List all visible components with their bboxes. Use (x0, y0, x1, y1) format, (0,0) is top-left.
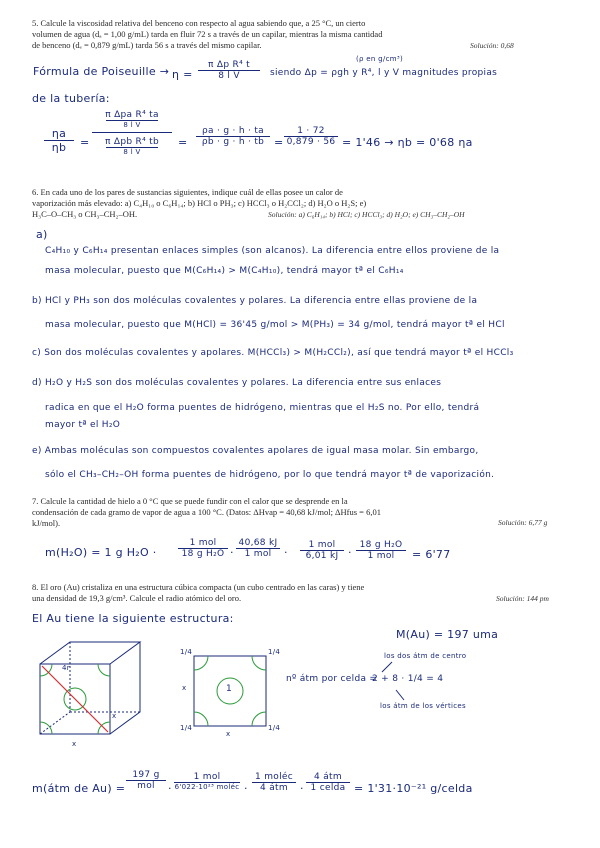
p8-atoms-expr: 2 + 8 · 1/4 = 4 (372, 674, 444, 684)
p7-solution: Solución: 6,77 g (498, 518, 548, 527)
p6-d-line-2: radica en que el H₂O forma puentes de hidrógeno, mientras que el H₂S no. Por ello, tendrá (45, 403, 480, 413)
p6-a-line-2: masa molecular, puesto que M(C₆H₁₄) > M(C₄H₁₀), tendrá mayor tª el C₆H₁₄ (45, 266, 404, 276)
arrow-icon (392, 688, 412, 702)
p5-statement-line-1: 5. Calcule la viscosidad relativa del benceno con respecto al agua sabiendo que, a 25 °C, un cierto (32, 18, 366, 28)
p5-solution: Solución: 0,68 (470, 41, 514, 50)
arrow-icon (378, 660, 398, 674)
p7-calc-lhs: m(H₂O) = 1 g H₂O · (45, 546, 157, 559)
p8-face-corner-tl: 1/4 (180, 648, 193, 656)
p5-ratio-b-den: 8 l V (106, 147, 158, 156)
p8-cube-label-x-bottom: x (72, 740, 77, 748)
p5-result: = 1'46 → ηb = 0'68 ηa (342, 136, 473, 149)
p7-f3-den: 6,01 kJ (300, 550, 344, 561)
p5-statement-line-2: volumen de agua (dₐ = 1,00 g/mL) tarda en fluir 72 s a través de un capilar, mientras la misma cantidad (32, 29, 383, 39)
p7-calc-result: = 6'77 (412, 548, 451, 561)
p8-m2-den: 6'022·10²³ moléc (174, 783, 240, 791)
p6-e-line-2: sólo el CH₃–CH₂–OH forma puentes de hidrógeno, por lo que tendrá mayor tª de vaporización. (45, 470, 495, 480)
p8-mass-result: = 1'31·10⁻²¹ g/celda (354, 782, 473, 795)
p8-face-corner-tr: 1/4 (268, 648, 281, 656)
p8-statement-line-1: 8. El oro (Au) cristaliza en una estructura cúbica compacta (un cubo centrado en las caras) y tiene (32, 582, 365, 592)
p6-statement-line-1: 6. En cada uno de los pares de sustancias siguientes, indique cuál de ellas posee un calor de (32, 187, 343, 197)
p8-intro: El Au tiene la siguiente estructura: (32, 612, 234, 625)
p8-statement-line-2: una densidad de 19,3 g/cm³. Calcule el radio atómico del oro. (32, 593, 242, 603)
p6-d-line-1: d) H₂O y H₂S son dos moléculas covalentes y polares. La diferencia entre sus enlaces (32, 378, 442, 388)
p8-face-center: 1 (226, 684, 233, 694)
p5-siendo-note: (ρ en g/cm³) (356, 55, 403, 63)
p6-e-line-1: e) Ambas moléculas son compuestos covalentes apolares de igual masa molar. Sin embargo, (32, 446, 479, 456)
p7-f4-num: 18 g H₂O (359, 540, 403, 550)
p7-statement-line-1: 7. Calcule la cantidad de hielo a 0 °C que se puede fundir con el calor que se desprende en la (32, 496, 348, 506)
p6-statement-line-2: vaporización más elevado: a) C₄H₁₀ o C₆H₁₄; b) HCl o PH₃; c) HCCl₃ o H₂CCl₂; d) H₂O o H₂S; e) (32, 198, 367, 208)
p8-note-center: los dos átm de centro (384, 652, 467, 660)
p8-m1-den: mol (126, 780, 166, 791)
p8-m4-den: 1 celda (306, 782, 350, 793)
p5-ratio-step-num: ρa · g · h · ta (202, 126, 264, 136)
p5-formula-lhs: η = (172, 68, 193, 81)
p5-ratio-lhs-num: ηa (51, 127, 67, 140)
p5-formula-num: π Δp R⁴ t (208, 60, 250, 70)
p5-ratio-values-num: 1 · 72 (297, 126, 325, 136)
p8-molar-mass: M(Au) = 197 uma (396, 628, 499, 641)
p6-d-line-3: mayor tª el H₂O (45, 420, 121, 430)
p8-m4-num: 4 átm (314, 772, 342, 782)
p5-statement-line-3: de benceno (dₑ = 0,879 g/mL) tarda 56 s a través del mismo capilar. (32, 40, 262, 50)
p8-solution: Solución: 144 pm (496, 594, 549, 603)
p8-face-corner-br: 1/4 (268, 724, 281, 732)
p8-face-corner-bl: 1/4 (180, 724, 193, 732)
p8-atoms-label: nº átm por celda = (286, 674, 378, 684)
p5-ratio-b-num: π Δpb R⁴ tb (105, 137, 159, 147)
p8-cube-label-x-side: x (112, 712, 117, 720)
p6-b-line-2: masa molecular, puesto que M(HCl) = 36'45 g/mol > M(PH₃) = 34 g/mol, tendrá mayor tª el HCl (45, 320, 505, 330)
p5-ratio-values-den: 0,879 · 56 (284, 136, 338, 147)
p7-f2-den: 1 mol (236, 548, 280, 559)
p7-f3-num: 1 mol (308, 540, 336, 550)
p7-f1-den: 18 g H₂O (178, 548, 228, 559)
p8-face-label-x-bottom: x (226, 730, 231, 738)
p6-statement-line-3: H₃C–O–CH₃ o CH₃–CH₂–OH. (32, 209, 138, 219)
p5-siendo: siendo Δp = ρgh y R⁴, l y V magnitudes propias (270, 68, 498, 78)
p5-formula-den: 8 l V (198, 70, 260, 81)
p5-ratio-a-den: 8 l V (106, 120, 158, 129)
fcc-cube-diagram (30, 636, 150, 748)
p8-note-vertices: los átm de los vértices (380, 702, 466, 710)
p5-continuation: de la tubería: (32, 92, 110, 105)
p5-formula-label: Fórmula de Poiseuille → (33, 65, 170, 78)
p7-statement-line-3: kJ/mol). (32, 518, 61, 528)
p7-f1-num: 1 mol (189, 538, 217, 548)
p8-cube-label-r: 4r (62, 664, 70, 672)
p8-m3-den: 4 átm (252, 782, 296, 793)
p8-m1-num: 197 g (132, 770, 160, 780)
p8-m3-num: 1 moléc (255, 772, 293, 782)
p8-face-label-x-side: x (182, 684, 187, 692)
p7-f4-den: 1 mol (356, 550, 406, 561)
p5-ratio-a-num: π Δpa R⁴ ta (105, 110, 159, 120)
p7-statement-line-2: condensación de cada gramo de vapor de agua a 100 °C. (Datos: ΔHvap = 40,68 kJ/mol; ΔHfus = 6,01 (32, 507, 381, 517)
p6-a-line-1: C₄H₁₀ y C₆H₁₄ presentan enlaces simples (son alcanos). La diferencia entre ellos proviene de la (45, 246, 500, 256)
p7-f2-num: 40,68 kJ (238, 538, 278, 548)
p6-solution: Solución: a) C₆H₁₄; b) HCl; c) HCCl₃; d) H₂O; e) CH₃–CH₂–OH (268, 210, 465, 219)
p5-ratio-lhs-den: ηb (44, 140, 74, 154)
p8-m2-num: 1 mol (193, 772, 221, 782)
p6-a-label: a) (36, 228, 48, 241)
p8-mass-lhs: m(átm de Au) = (32, 782, 126, 795)
p6-b-line-1: b) HCl y PH₃ son dos moléculas covalentes y polares. La diferencia entre ellas proviene de la (32, 296, 478, 306)
p6-c-line: c) Son dos moléculas covalentes y apolares. M(HCCl₃) > M(H₂CCl₂), así que tendrá mayor tª el HCCl₃ (32, 348, 514, 358)
p5-ratio-step-den: ρb · g · h · tb (196, 136, 270, 147)
